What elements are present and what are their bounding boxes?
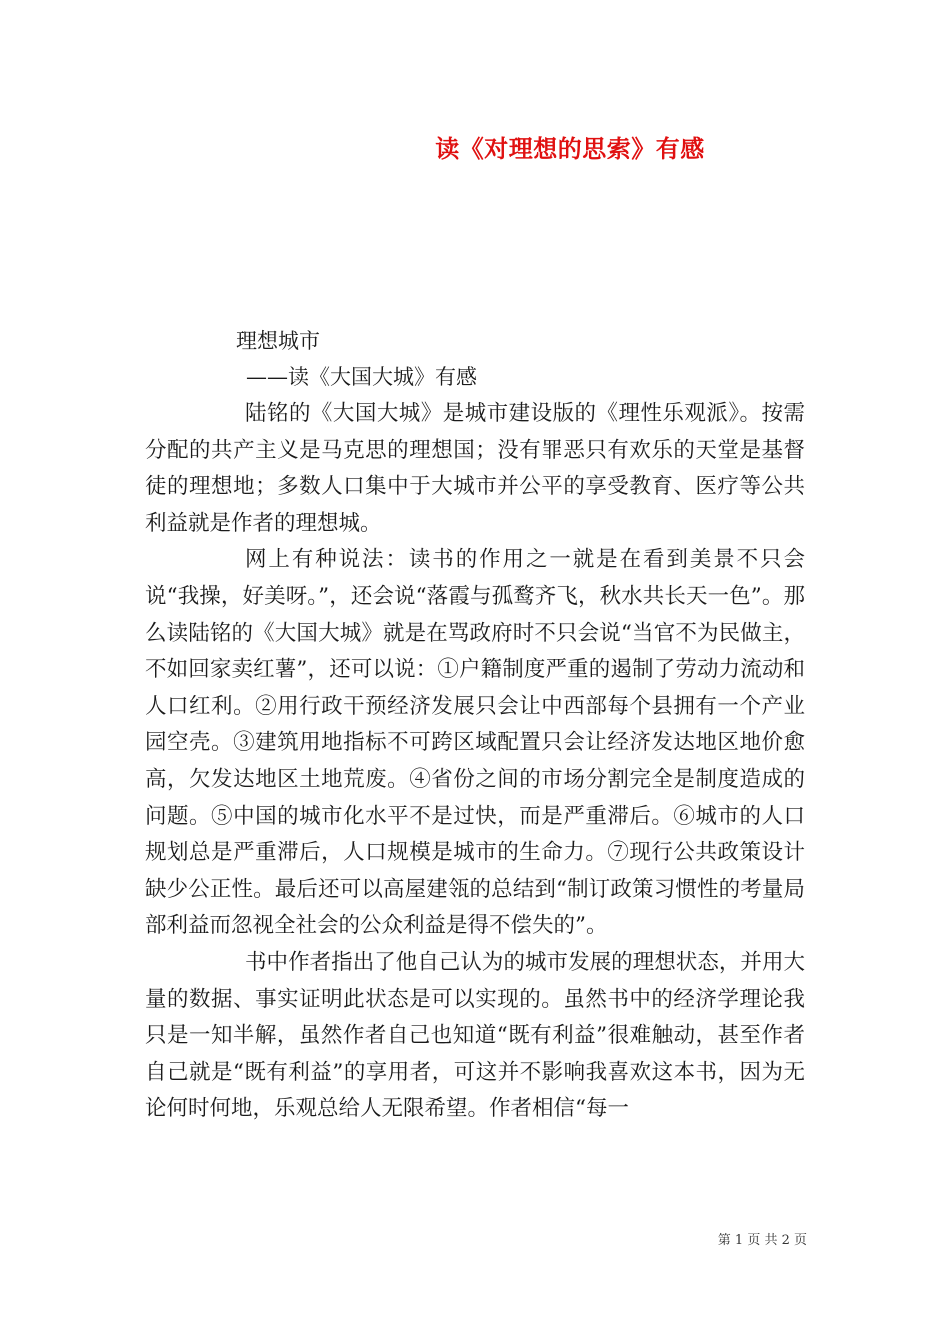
paragraph-1: 陆铭的《大国大城》是城市建设版的《理性乐观派》。按需分配的共产主义是马克思的理想国；没有罪恶只有欢乐的天堂是基督徒的理想地；多数人口集中于大城市并公平的享受教育、医疗等公共利益就是作者的理想城。	[145, 401, 805, 536]
article-source-line: ——读《大国大城》有感	[246, 365, 477, 389]
page-number-footer: 第 1 页 共 2 页	[717, 1233, 807, 1248]
article-subtitle: 理想城市	[236, 329, 320, 353]
article-body	[145, 396, 805, 1128]
paragraph-3: 书中作者指出了他自己认为的城市发展的理想状态，并用大量的数据、事实证明此状态是可以实现的。虽然书中的经济学理论我只是一知半解，虽然作者自己也知道“既有利益”很难触动，甚至作者自己就是“既有利益”的享用者，可这并不影响我喜欢这本书，因为无论何时何地，乐观总给人无限希望。作者相信“每一	[145, 949, 805, 1122]
document-title: 读《对理想的思索》有感	[435, 134, 705, 163]
paragraph-2: 网上有种说法：读书的作用之一就是在看到美景不只会说“我操，好美呀。”，还会说“落霞与孤鹜齐飞，秋水共长天一色”。那么读陆铭的《大国大城》就是在骂政府时不只会说“当官不为民做主，不如回家卖红薯”，还可以说：①户籍制度严重的遏制了劳动力流动和人口红利。②用行政干预经济发展只会让中西部每个县拥有一个产业园空壳。③建筑用地指标不可跨区域配置只会让经济发达地区地价愈高，欠发达地区土地荒废。④省份之间的市场分割完全是制度造成的问题。⑤中国的城市化水平不是过快，而是严重滞后。⑥城市的人口规划总是严重滞后，人口规模是城市的生命力。⑦现行公共政策设计缺少公正性。最后还可以高屋建瓴的总结到“制订政策习惯性的考量局部利益而忽视全社会的公众利益是得不偿失的”。	[145, 547, 805, 939]
